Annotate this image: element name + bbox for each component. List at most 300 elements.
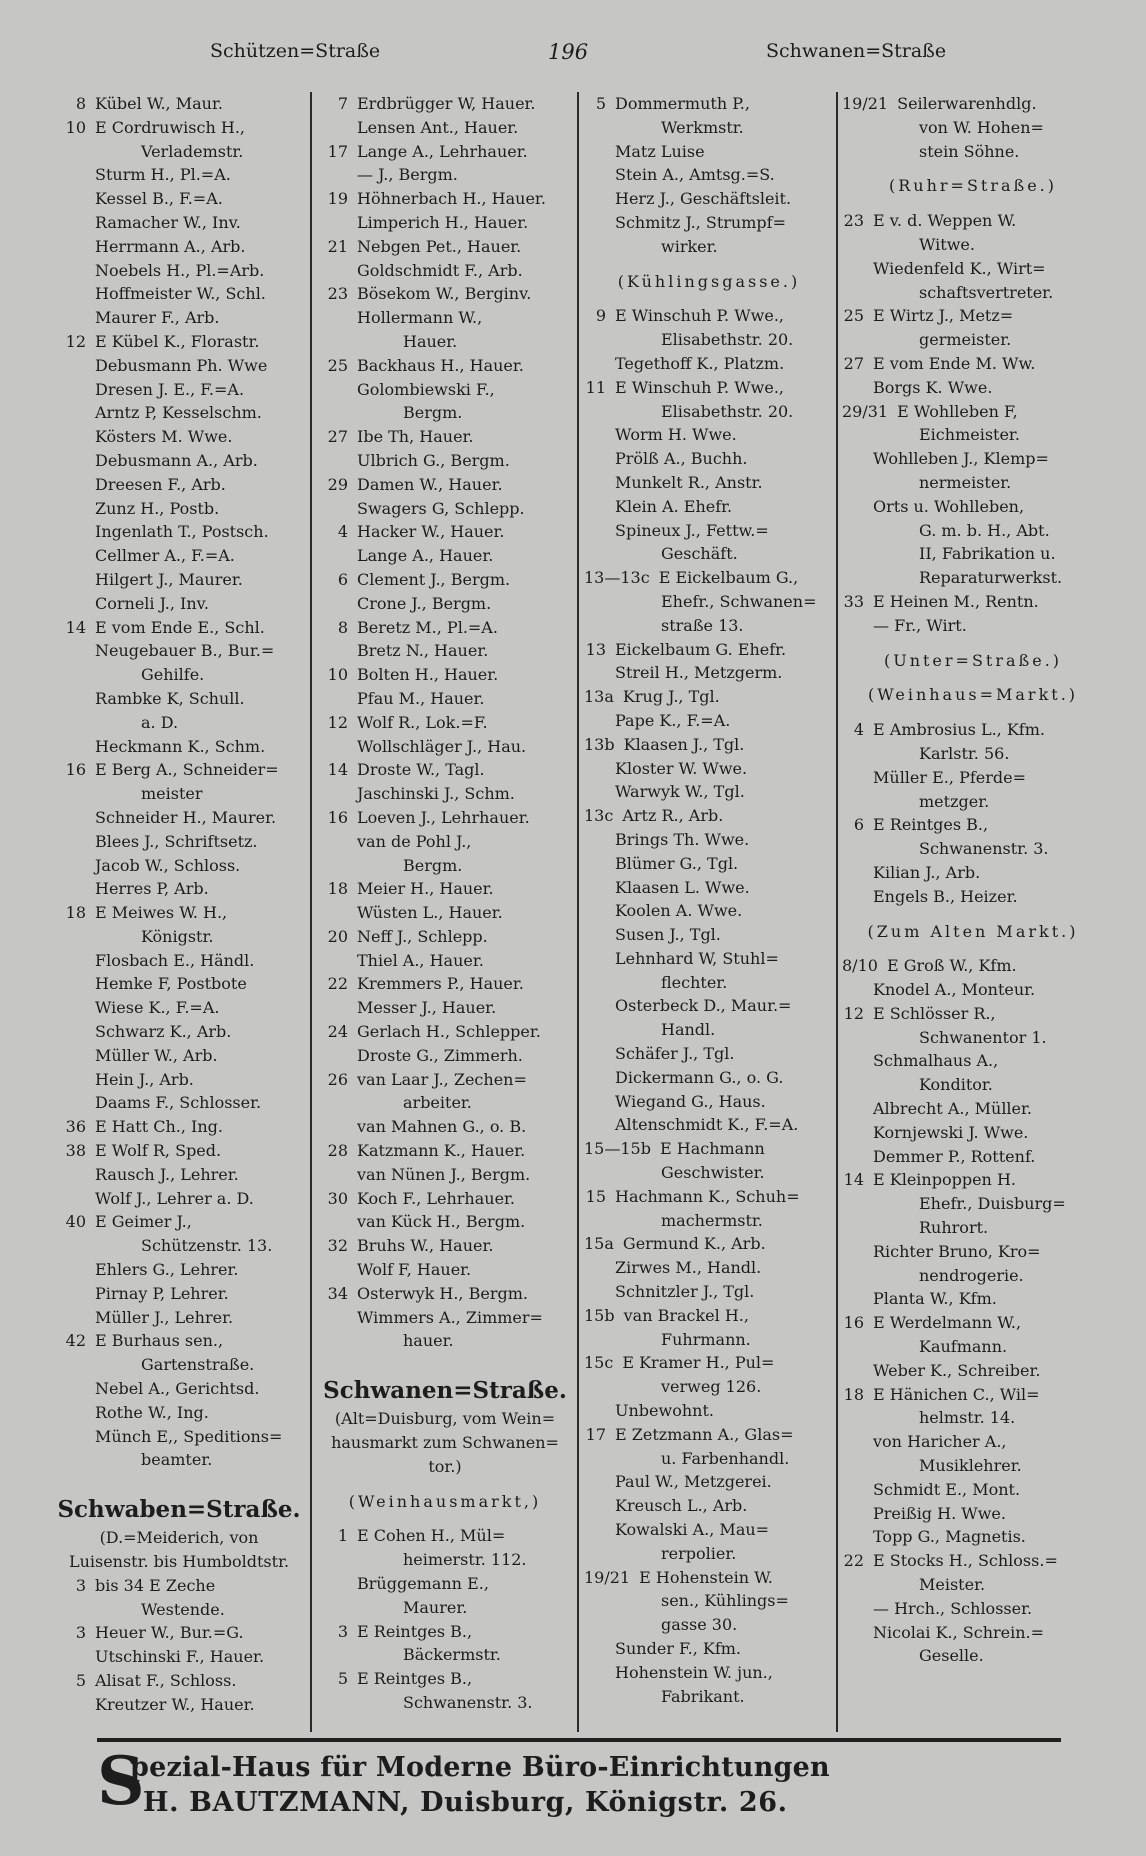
directory-entry	[842, 209, 1104, 233]
entry-text: Schützenstr. 13.	[141, 1236, 273, 1256]
directory-entry	[316, 1306, 574, 1330]
house-number: 8/10	[842, 956, 878, 976]
entry-text: E Groß W., Kfm.	[886, 956, 1017, 976]
advertisement-line-1: pezial-Haus für Moderne Büro-Einrichtungen	[130, 1752, 830, 1783]
entry-continuation	[842, 1573, 1104, 1597]
entry-continuation	[316, 1643, 574, 1667]
entry-text: Sunder F., Kfm.	[615, 1639, 742, 1658]
house-number: 40	[65, 1212, 86, 1232]
entry-continuation	[842, 140, 1104, 164]
directory-entry	[316, 949, 574, 973]
house-number: 8	[75, 94, 86, 113]
directory-entry	[584, 1494, 834, 1518]
page-number: 196	[548, 40, 589, 64]
entry-continuation	[584, 1685, 834, 1709]
entry-text: van Brackel H.,	[623, 1305, 749, 1325]
entry-text: Goldschmidt F., Arb.	[357, 260, 523, 280]
directory-entry	[584, 947, 834, 971]
entry-continuation	[50, 711, 308, 735]
directory-entry	[316, 1524, 574, 1548]
directory-entry	[316, 1020, 574, 1044]
directory-entry	[584, 1661, 834, 1685]
directory-entry	[50, 1574, 308, 1598]
directory-entry	[316, 211, 574, 235]
entry-text: E Wolf R, Sped.	[95, 1141, 222, 1161]
entry-text: Topp G., Magnetis.	[873, 1527, 1026, 1547]
entry-text: Koch F., Lehrhauer.	[357, 1188, 516, 1208]
house-number: 5	[75, 1671, 86, 1690]
directory-entry	[842, 376, 1104, 400]
entry-text: Albrecht A., Müller.	[873, 1099, 1032, 1119]
directory-entry	[842, 1383, 1104, 1407]
entry-text: Müller W., Arb.	[95, 1045, 218, 1065]
entry-text: Meier H., Hauer.	[357, 879, 494, 899]
directory-entry	[316, 663, 574, 687]
directory-entry	[584, 1256, 834, 1280]
entry-continuation	[50, 782, 308, 806]
entry-continuation	[50, 1598, 308, 1622]
entry-text: von Haricher A.,	[873, 1432, 1007, 1452]
entry-text: Engels B., Heizer.	[873, 886, 1018, 906]
entry-text: Damen W., Hauer.	[357, 474, 503, 494]
directory-entry	[316, 592, 574, 616]
entry-text: Borgs K. Wwe.	[873, 377, 993, 397]
entry-text: Lange A., Hauer.	[357, 546, 494, 566]
entry-text: (Weinhaus=Markt.)	[867, 685, 1079, 705]
entry-text: E Hohenstein W.	[639, 1567, 773, 1587]
entry-text: Katzmann K., Hauer.	[357, 1141, 526, 1161]
entry-continuation	[842, 790, 1104, 814]
directory-entry	[842, 400, 1104, 424]
directory-entry	[842, 1597, 1104, 1621]
entry-text: metzger.	[919, 791, 990, 811]
street-note	[50, 1526, 308, 1550]
directory-entry	[50, 996, 308, 1020]
house-number: 4	[853, 720, 864, 740]
entry-continuation	[584, 1209, 834, 1233]
directory-entry	[50, 901, 308, 925]
entry-text: Kilian J., Arb.	[873, 862, 981, 882]
entry-text: Jaschinski J., Schm.	[357, 784, 515, 804]
directory-entry	[50, 1377, 308, 1401]
directory-column-4	[842, 92, 1104, 1668]
directory-entry	[584, 163, 834, 187]
house-number: 22	[843, 1551, 864, 1571]
directory-entry	[316, 1234, 574, 1258]
entry-text: Schäfer J., Tgl.	[615, 1044, 735, 1064]
entry-text: bis 34 E Zeche	[95, 1575, 216, 1595]
directory-entry	[584, 1280, 834, 1304]
entry-text: Höhnerbach H., Hauer.	[357, 189, 546, 209]
entry-continuation	[842, 423, 1104, 447]
entry-text: Dreesen F., Arb.	[95, 474, 226, 494]
directory-entry	[584, 1518, 834, 1542]
directory-entry	[316, 259, 574, 283]
entry-text: Germund K., Arb.	[622, 1234, 766, 1254]
entry-text: Hoffmeister W., Schl.	[95, 284, 266, 304]
entry-continuation	[584, 235, 834, 259]
entry-text: Cellmer A., F.=A.	[95, 546, 235, 566]
entry-continuation	[842, 566, 1104, 590]
directory-entry	[584, 140, 834, 164]
entry-text: Ingenlath T., Postsch.	[95, 522, 269, 542]
directory-entry	[50, 687, 308, 711]
directory-entry	[50, 473, 308, 497]
directory-entry	[50, 877, 308, 901]
house-number: 36	[65, 1117, 86, 1137]
entry-text: Bäckermstr.	[403, 1645, 501, 1665]
entry-text: van Mahnen G., o. B.	[357, 1117, 527, 1137]
entry-text: Streil H., Metzgerm.	[615, 663, 783, 683]
directory-entry	[316, 568, 574, 592]
entry-text: Bösekom W., Berginv.	[357, 284, 532, 304]
directory-entry	[50, 1621, 308, 1645]
directory-entry	[50, 116, 308, 140]
entry-text: (Zum Alten Markt.)	[867, 921, 1079, 941]
street-title	[316, 1375, 574, 1407]
house-number: 21	[327, 236, 348, 256]
house-number: 3	[75, 1575, 86, 1595]
entry-text: straße 13.	[661, 615, 744, 635]
entry-text: E Cohen H., Mül=	[357, 1526, 506, 1546]
entry-continuation	[842, 328, 1104, 352]
entry-text: E Wirtz J., Metz=	[873, 306, 1014, 326]
entry-text: Kloster W. Wwe.	[615, 758, 748, 778]
directory-entry	[842, 1430, 1104, 1454]
entry-text: Ehefr., Schwanen=	[661, 591, 817, 611]
entry-text: (Ruhr=Straße.)	[888, 176, 1057, 196]
house-number: 19/21	[584, 1567, 631, 1587]
entry-text: Nebel A., Gerichtsd.	[95, 1379, 260, 1399]
entry-text: Klaasen L. Wwe.	[615, 877, 750, 897]
directory-entry	[50, 949, 308, 973]
entry-continuation	[842, 1192, 1104, 1216]
entry-text: Herz J., Geschäftsleit.	[615, 189, 792, 209]
entry-text: E Zetzmann A., Glas=	[615, 1424, 794, 1444]
directory-entry	[842, 1549, 1104, 1573]
entry-text: Warwyk W., Tgl.	[615, 782, 745, 802]
house-number: 24	[327, 1022, 348, 1042]
directory-entry	[584, 1113, 834, 1137]
entry-text: verweg 126.	[661, 1377, 762, 1397]
directory-entry	[316, 1139, 574, 1163]
directory-entry	[842, 885, 1104, 909]
entry-text: Müller E., Pferde=	[873, 767, 1026, 787]
entry-continuation	[842, 742, 1104, 766]
directory-entry	[842, 590, 1104, 614]
directory-entry	[842, 495, 1104, 519]
entry-text: Witwe.	[919, 234, 975, 254]
directory-entry	[584, 1090, 834, 1114]
section-subheading	[842, 174, 1104, 198]
entry-continuation	[584, 1589, 834, 1613]
entry-text: Kreutzer W., Hauer.	[95, 1694, 255, 1714]
directory-entry	[50, 854, 308, 878]
directory-entry	[584, 566, 834, 590]
entry-continuation	[842, 1644, 1104, 1668]
entry-text: Schmitz J., Strumpf=	[615, 212, 786, 232]
entry-text: Clement J., Bergm.	[357, 569, 511, 589]
house-number: 10	[65, 117, 86, 137]
house-number: 29/31	[842, 401, 889, 421]
entry-continuation	[842, 542, 1104, 566]
directory-entry	[842, 718, 1104, 742]
entry-text: Stein A., Amtsg.=S.	[615, 165, 775, 185]
entry-continuation	[584, 614, 834, 638]
directory-entry	[50, 235, 308, 259]
entry-text: Wimmers A., Zimmer=	[357, 1307, 543, 1327]
street-note	[316, 1431, 574, 1455]
house-number: 13	[585, 639, 606, 659]
entry-text: Unbewohnt.	[615, 1401, 714, 1421]
house-number: 7	[337, 94, 348, 113]
house-number: 1	[337, 1526, 348, 1546]
entry-text: — Fr., Wirt.	[873, 615, 967, 635]
house-number: 27	[327, 427, 348, 447]
directory-entry	[316, 140, 574, 164]
directory-entry	[316, 1115, 574, 1139]
entry-text: Wolf F, Hauer.	[357, 1260, 472, 1280]
directory-entry	[584, 1304, 834, 1328]
entry-text: (D.=Meiderich, von	[99, 1528, 259, 1548]
directory-entry	[316, 235, 574, 259]
entry-text: Müller J., Lehrer.	[95, 1307, 234, 1327]
entry-continuation	[316, 1329, 574, 1353]
directory-entry	[316, 473, 574, 497]
directory-entry	[316, 925, 574, 949]
directory-entry	[584, 1566, 834, 1590]
directory-entry	[584, 709, 834, 733]
entry-text: Hein J., Arb.	[95, 1069, 194, 1089]
entry-text: Klein A. Ehefr.	[615, 496, 733, 516]
entry-text: Ibe Th, Hauer.	[357, 427, 474, 447]
directory-entry	[316, 378, 574, 402]
entry-text: Droste G., Zimmerh.	[357, 1045, 523, 1065]
entry-continuation	[842, 1026, 1104, 1050]
entry-text: E vom Ende M. Ww.	[873, 353, 1036, 373]
house-number: 18	[843, 1384, 864, 1404]
directory-entry	[842, 1097, 1104, 1121]
house-number: 15a	[584, 1234, 614, 1254]
entry-text: Westende.	[141, 1599, 225, 1619]
entry-text: E Werdelmann W.,	[873, 1313, 1022, 1333]
directory-entry	[584, 638, 834, 662]
entry-text: Osterwyk H., Bergm.	[357, 1283, 528, 1303]
entry-text: Königstr.	[141, 926, 214, 946]
house-number: 15	[585, 1186, 606, 1206]
directory-entry	[842, 1359, 1104, 1383]
directory-entry	[584, 1185, 834, 1209]
directory-entry	[50, 735, 308, 759]
directory-entry	[50, 330, 308, 354]
entry-continuation	[842, 837, 1104, 861]
entry-text: Karlstr. 56.	[919, 743, 1010, 763]
entry-text: Crone J., Bergm.	[357, 593, 492, 613]
house-number: 5	[337, 1669, 348, 1689]
directory-entry	[316, 711, 574, 735]
house-number: 13b	[584, 734, 615, 754]
entry-text: Handl.	[661, 1020, 716, 1040]
directory-entry	[50, 1210, 308, 1234]
directory-entry	[50, 1187, 308, 1211]
entry-text: Weber K., Schreiber.	[873, 1360, 1041, 1380]
directory-entry	[50, 259, 308, 283]
entry-text: Orts u. Wohlleben,	[873, 496, 1025, 516]
entry-text: E v. d. Weppen W.	[873, 211, 1017, 231]
directory-entry	[50, 520, 308, 544]
entry-text: II, Fabrikation u.	[919, 544, 1056, 564]
entry-text: Ruhrort.	[919, 1218, 989, 1238]
house-number: 5	[595, 94, 606, 113]
entry-text: Nebgen Pet., Hauer.	[357, 236, 522, 256]
directory-entry	[50, 1163, 308, 1187]
entry-text: Maurer F., Arb.	[95, 308, 220, 328]
entry-text: Rambke K, Schull.	[95, 688, 245, 708]
entry-text: Daams F., Schlosser.	[95, 1093, 262, 1113]
entry-continuation	[50, 663, 308, 687]
directory-entry	[584, 92, 834, 116]
house-number: 27	[843, 353, 864, 373]
directory-entry	[50, 1044, 308, 1068]
house-number: 9	[595, 306, 606, 326]
directory-entry	[584, 1470, 834, 1494]
column-divider	[310, 92, 312, 1732]
entry-text: Spineux J., Fettw.=	[615, 520, 769, 540]
directory-entry	[50, 306, 308, 330]
street-note	[50, 1550, 308, 1574]
entry-text: germeister.	[919, 330, 1012, 350]
house-number: 12	[843, 1003, 864, 1023]
house-number: 8	[337, 617, 348, 637]
directory-entry	[316, 782, 574, 806]
directory-entry	[316, 1163, 574, 1187]
house-number: 6	[853, 815, 864, 835]
directory-entry	[842, 1311, 1104, 1335]
directory-entry	[50, 1282, 308, 1306]
entry-text: E Meiwes W. H.,	[95, 903, 228, 923]
entry-text: Jacob W., Schloss.	[95, 855, 241, 875]
entry-text: Koolen A. Wwe.	[615, 901, 743, 921]
entry-text: Artz R., Arb.	[622, 806, 724, 826]
entry-text: Wiedenfeld K., Wirt=	[873, 258, 1046, 278]
directory-entry	[584, 1042, 834, 1066]
directory-entry	[316, 1620, 574, 1644]
directory-entry	[50, 830, 308, 854]
entry-text: wirker.	[661, 236, 718, 256]
entry-text: Heuer W., Bur.=G.	[95, 1623, 244, 1643]
entry-text: Hauer.	[403, 331, 458, 351]
entry-text: Kösters M. Wwe.	[95, 427, 233, 447]
house-number: 10	[327, 665, 348, 685]
house-number: 3	[75, 1623, 86, 1643]
house-number: 18	[327, 879, 348, 899]
entry-text: Hollermann W.,	[357, 308, 483, 328]
entry-text: E Berg A., Schneider=	[95, 760, 279, 780]
entry-text: Geschäft.	[661, 544, 738, 564]
entry-text: Geselle.	[919, 1646, 984, 1666]
entry-text: Reparaturwerkst.	[919, 568, 1063, 588]
directory-entry	[316, 735, 574, 759]
entry-text: Bergm.	[403, 403, 463, 423]
entry-continuation	[316, 1548, 574, 1572]
entry-text: Alisat F., Schloss.	[95, 1671, 237, 1690]
entry-text: Demmer P., Rottenf.	[873, 1146, 1036, 1166]
entry-text: Münch E,, Speditions=	[95, 1426, 283, 1446]
entry-text: Kowalski A., Mau=	[615, 1520, 770, 1540]
street-note	[316, 1407, 574, 1431]
entry-text: Pape K., F.=A.	[615, 710, 731, 730]
directory-entry	[842, 1049, 1104, 1073]
entry-continuation	[584, 116, 834, 140]
entry-text: Heckmann K., Schm.	[95, 736, 266, 756]
entry-text: Utschinski F., Hauer.	[95, 1647, 265, 1667]
entry-text: Schwarz K., Arb.	[95, 1022, 232, 1042]
entry-text: Lehnhard W, Stuhl=	[615, 948, 779, 968]
entry-continuation	[584, 1161, 834, 1185]
entry-text: Munkelt R., Anstr.	[615, 472, 763, 492]
entry-continuation	[584, 1018, 834, 1042]
directory-entry	[584, 685, 834, 709]
entry-text: E Cordruwisch H.,	[95, 117, 245, 137]
entry-text: Kübel W., Maur.	[95, 94, 223, 113]
directory-entry	[584, 1137, 834, 1161]
entry-text: E Wohlleben F,	[897, 401, 1018, 421]
directory-entry	[50, 425, 308, 449]
directory-entry	[316, 758, 574, 782]
entry-text: Eichmeister.	[919, 425, 1020, 445]
entry-text: Swagers G, Schlepp.	[357, 498, 525, 518]
directory-entry	[50, 1669, 308, 1693]
directory-entry	[584, 376, 834, 400]
directory-entry	[50, 806, 308, 830]
entry-text: Hohenstein W. jun.,	[615, 1662, 773, 1682]
entry-text: Dickermann G., o. G.	[615, 1067, 784, 1087]
entry-continuation	[50, 925, 308, 949]
house-number: 32	[327, 1236, 348, 1256]
entry-text: E Hänichen C., Wil=	[873, 1384, 1040, 1404]
entry-text: E Hatt Ch., Ing.	[95, 1117, 223, 1137]
directory-entry	[842, 352, 1104, 376]
directory-entry	[50, 1306, 308, 1330]
entry-text: Dommermuth P.,	[615, 94, 750, 113]
entry-continuation	[316, 401, 574, 425]
house-number: 19/21	[842, 94, 889, 113]
section-subheading	[584, 270, 834, 294]
entry-text: Golombiewski F.,	[357, 379, 495, 399]
entry-continuation	[842, 116, 1104, 140]
entry-text: Tegethoff K., Platzm.	[615, 353, 785, 373]
entry-text: nendrogerie.	[919, 1265, 1024, 1285]
directory-entry	[50, 1693, 308, 1717]
entry-text: Herres P, Arb.	[95, 879, 209, 899]
entry-text: Arntz P, Kesselschm.	[95, 403, 262, 423]
entry-text: Klaasen J., Tgl.	[623, 734, 745, 754]
entry-text: Planta W., Kfm.	[873, 1289, 997, 1309]
entry-text: G. m. b. H., Abt.	[919, 520, 1050, 540]
directory-entry	[50, 592, 308, 616]
directory-entry	[584, 1351, 834, 1375]
entry-text: Debusmann A., Arb.	[95, 450, 258, 470]
house-number: 20	[327, 926, 348, 946]
directory-entry	[842, 978, 1104, 1002]
entry-continuation	[316, 1596, 574, 1620]
entry-text: Ramacher W., Inv.	[95, 212, 241, 232]
directory-entry	[584, 661, 834, 685]
directory-entry	[584, 187, 834, 211]
house-number: 23	[843, 211, 864, 231]
entry-continuation	[584, 1375, 834, 1399]
directory-entry	[316, 544, 574, 568]
